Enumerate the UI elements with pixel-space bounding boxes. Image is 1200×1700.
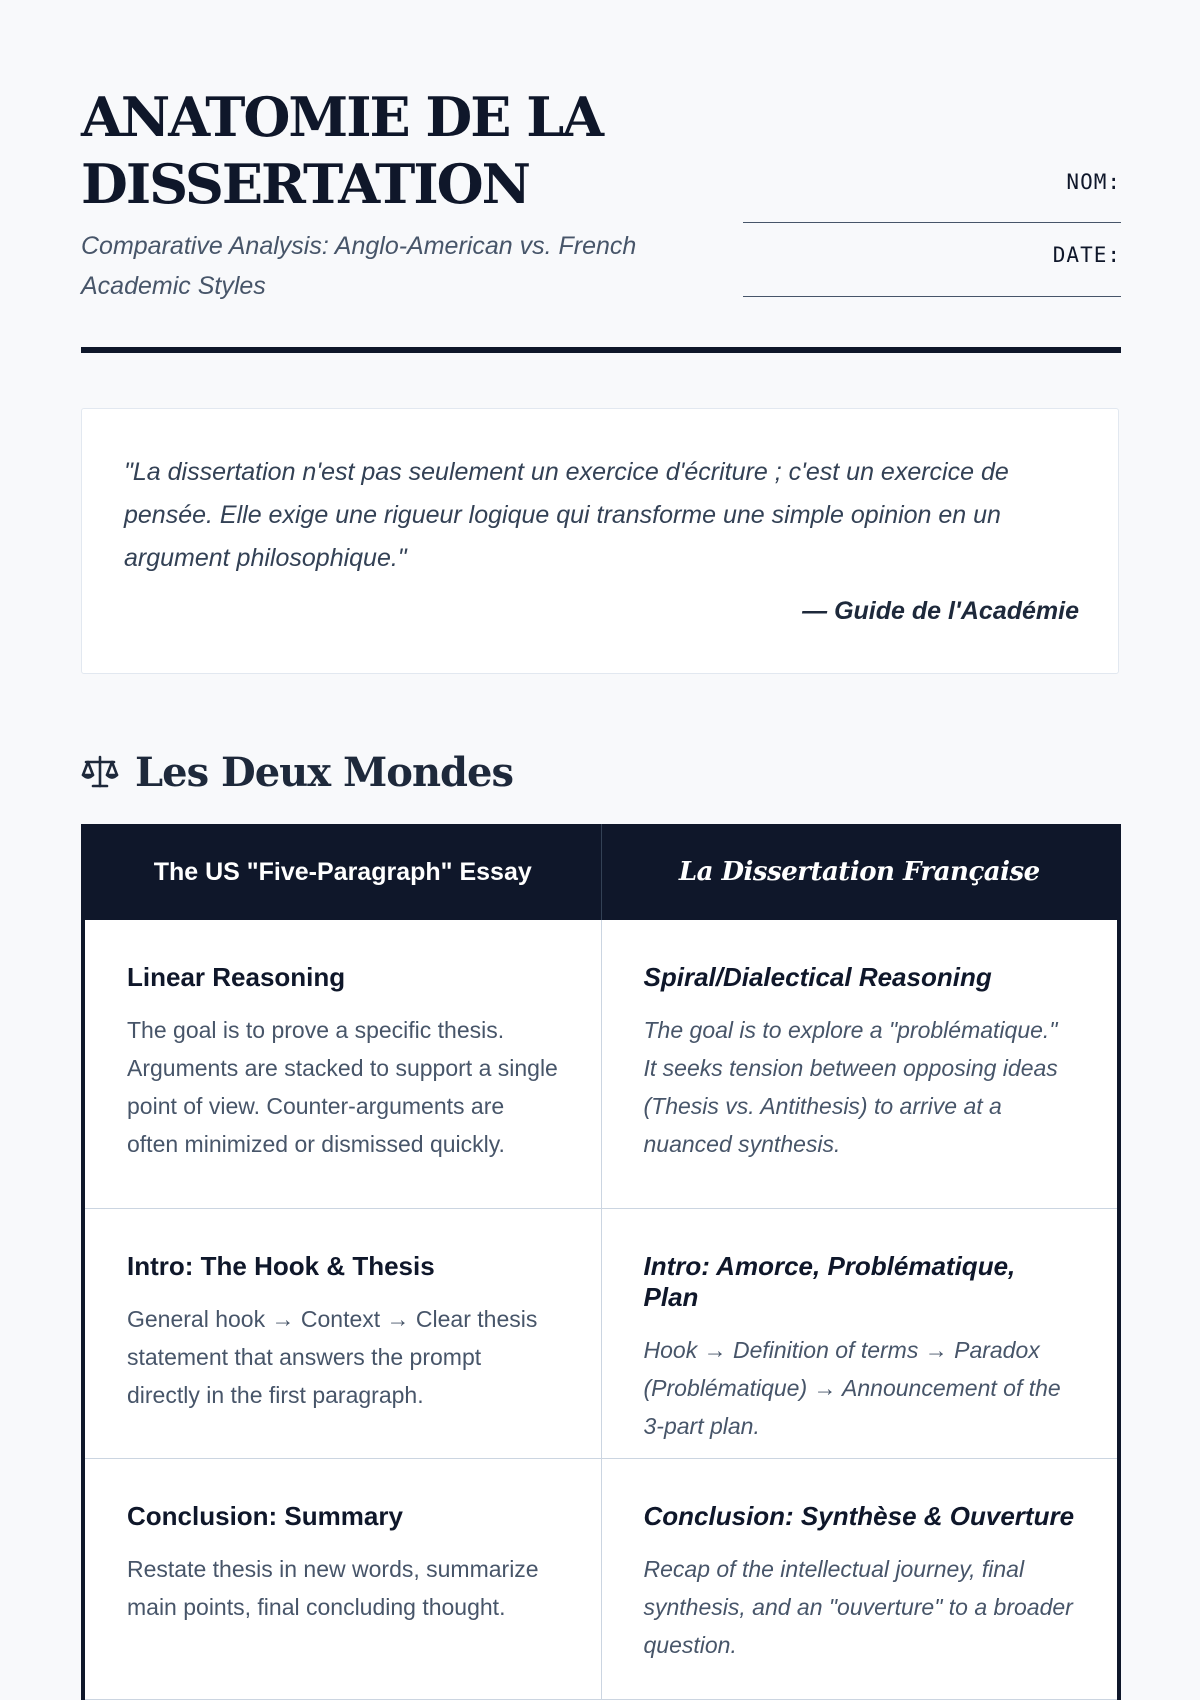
cell-us-intro [85, 1209, 602, 1458]
page-header [81, 0, 1121, 357]
table-row [85, 920, 1117, 1209]
cell-body: General hook → Context → Clear thesis statement that answers the prompt directly in the first paragraph. [127, 1306, 538, 1408]
cell-body: Hook → Definition of terms → Paradox (Problématique) → Announcement of the 3-part plan. [643, 1337, 1061, 1439]
page-title [81, 84, 721, 218]
cell-fr-conclusion [602, 1459, 1118, 1699]
cell-body: The goal is to explore a "problématique." It seeks tension between opposing ideas (Thesis vs. Antithesis) to arrive at a nuanced synthesis. [643, 1017, 1058, 1157]
page-subtitle [81, 226, 721, 306]
subtitle-line-1: Comparative Analysis: Anglo-American vs. French [81, 232, 637, 260]
date-field-line[interactable] [743, 296, 1121, 297]
cell-heading: Conclusion: Synthèse & Ouverture [643, 1501, 1075, 1531]
section-title: Les Deux Mondes [135, 748, 513, 796]
quote-box [81, 408, 1119, 674]
cell-fr-intro [602, 1209, 1118, 1458]
cell-heading: Spiral/Dialectical Reasoning [643, 962, 992, 992]
table-row [85, 1209, 1117, 1459]
subtitle-line-2: Academic Styles [81, 272, 266, 300]
table-row [85, 1459, 1117, 1700]
worksheet-page [81, 0, 1121, 1658]
quote-source: — Guide de l'Académie [802, 597, 1079, 625]
comparison-table [81, 824, 1121, 1700]
comparison-header [85, 824, 1117, 920]
scale-icon [81, 753, 119, 791]
column-header-us: The US "Five-Paragraph" Essay [85, 824, 602, 920]
cell-us-conclusion [85, 1459, 602, 1699]
cell-body: The goal is to prove a specific thesis. Arguments are stacked to support a single point of view. Counter-arguments are often minimized or dismissed quickly. [127, 1017, 558, 1157]
name-field-line[interactable] [743, 222, 1121, 223]
quote-text: "La dissertation n'est pas seulement un exercice d'écriture ; c'est un exercice de pensée. Elle exige une rigueur logique qui transforme une simple opinion en un argument philosophique." [124, 458, 1009, 572]
cell-heading: Intro: Amorce, Problématique, Plan [643, 1251, 1016, 1312]
cell-body: Recap of the intellectual journey, final synthesis, and an "ouverture" to a broader question. [643, 1556, 1073, 1658]
cell-heading: Linear Reasoning [127, 962, 346, 992]
cell-heading: Intro: The Hook & Thesis [127, 1251, 435, 1281]
cell-fr-reasoning [602, 920, 1118, 1208]
title-line-2: DISSERTATION [81, 152, 529, 216]
column-header-fr: La Dissertation Française [678, 857, 1040, 887]
header-divider [81, 347, 1121, 353]
date-label: DATE: [1052, 243, 1121, 267]
cell-body: Restate thesis in new words, summarize main points, final concluding thought. [127, 1556, 539, 1620]
cell-us-reasoning [85, 920, 602, 1208]
name-label: NOM: [1066, 170, 1121, 194]
section-heading [81, 744, 513, 800]
title-line-1: ANATOMIE DE LA [81, 85, 603, 149]
cell-heading: Conclusion: Summary [127, 1501, 403, 1531]
